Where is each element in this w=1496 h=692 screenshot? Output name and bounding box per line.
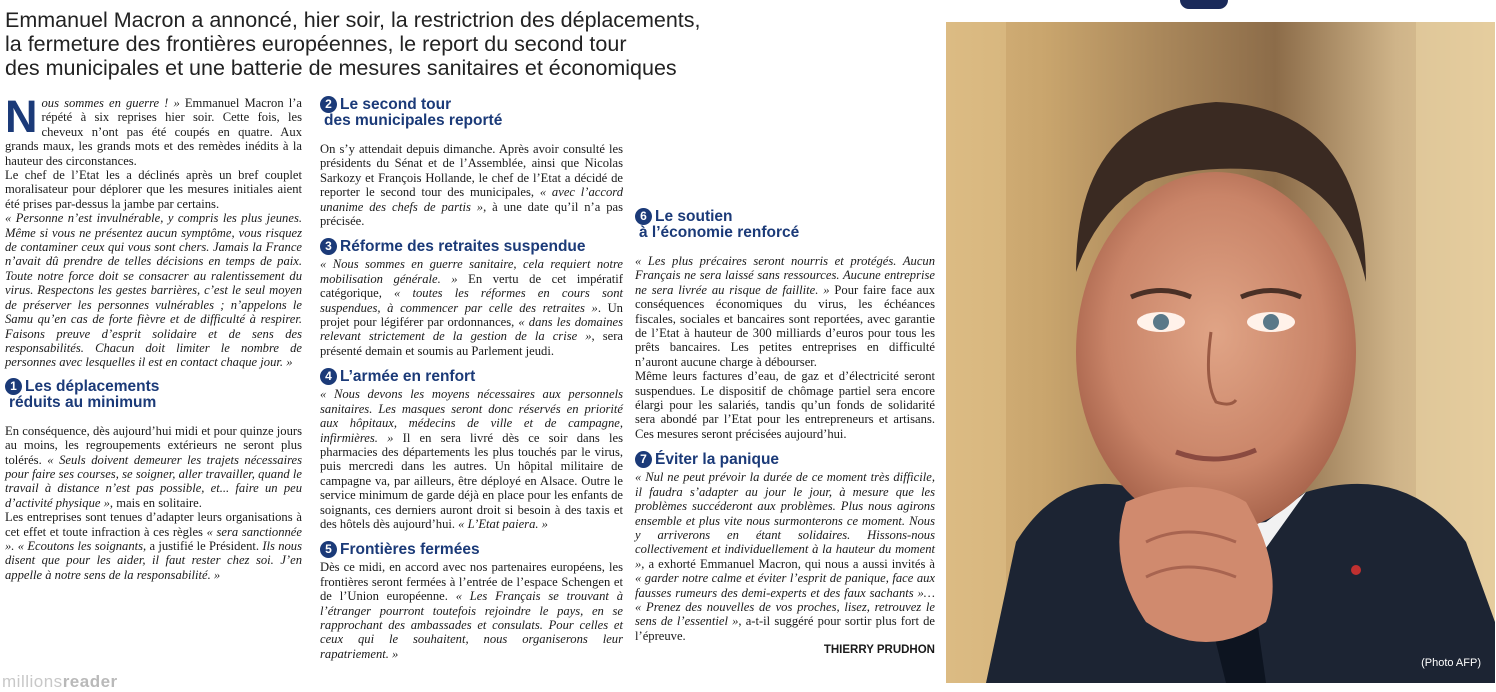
quote: « Nous sommes en guerre sanitaire, cela requiert notre mobilisation générale. » (320, 257, 623, 286)
portrait-illustration (946, 22, 1495, 683)
quote: « Seuls doivent demeurer les trajets nécessaires pour faire ses courses, se soigner, aller travailler, quand le travail à distance n’est pas possible, et... faire un peu d’activité physique » (5, 452, 302, 510)
section-number-icon: 1 (5, 378, 22, 395)
section-heading-4 (320, 368, 623, 385)
photo-macron (946, 22, 1495, 683)
quote: « Nous devons les moyens nécessaires aux personnels sanitaires. Les masques seront donc réservés en priorité aux hôpitaux, médecins de ville et de campagne, infirmières. » (320, 387, 623, 445)
quote: « Nul ne peut prévoir la durée de ce moment très difficile, il faudra s’adapter au jour le jour, à mesure que les problèmes succéderont aux problèmes. Plus nous agirons ensemble et plus vite nous surmonterons ce moment. Nous y arriverons en étant solidaires. Hissons-nous collectivement et individuellement à la hauteur du moment » (635, 470, 935, 571)
column-1 (5, 91, 302, 582)
quote: « sera sanctionnée ». « Ecoutons les soignants, (5, 524, 302, 553)
section-title: Les déplacements (25, 377, 160, 395)
quote: « avec l’accord unanime des chefs de partis » (320, 185, 623, 214)
watermark-text: millions (2, 672, 63, 691)
headline-line: Emmanuel Macron a annoncé, hier soir, la restrictrion des déplacements, (5, 8, 701, 32)
body-paragraph (320, 387, 623, 531)
section-title: Éviter la panique (655, 451, 780, 469)
headline-line: des municipales et une batterie de mesures sanitaires et économiques (5, 56, 677, 80)
intro-paragraph (5, 91, 302, 168)
section-number-icon: 4 (320, 368, 337, 385)
section-number-icon: 3 (320, 238, 337, 255)
section-number-icon: 7 (635, 451, 652, 468)
quote: « dans les domaines relevant strictement de la gestion de la crise » (320, 315, 624, 344)
headline-line: la fermeture des frontières européennes, le report du second tour (5, 32, 627, 56)
section-heading-6 (635, 208, 935, 240)
author-signature: THIERRY PRUDHON (823, 644, 935, 657)
headline (5, 8, 930, 80)
body-paragraph (320, 257, 623, 358)
section-number-icon: 6 (635, 208, 652, 225)
section-heading-7 (635, 451, 935, 468)
body-text: , a-t-il suggéré pour sortir plus fort de l’épreuve. (635, 614, 936, 643)
quote: « Les Français se trouvant à l’étranger pourront toutefois rejoindre le pays, en se rapprochant des ambassades et consulats. Pour celles et ceux qui le souhaitent, nous organiserons leur rapatriement. » (320, 589, 623, 661)
quote-paragraph (5, 211, 302, 369)
body-text: Pour faire face aux conséquences économiques du virus, les échéances fiscales, sociales et bancaires sont reportées, avec garantie de l’Etat à hauteur de 300 milliards d’euros pour tous les prêts bancaires. Les petites entreprises en difficulté n’auront aucune charge à débourser. (635, 282, 935, 369)
section-title: Le soutien (655, 208, 733, 225)
body-text: , sera présenté demain et soumis au Parlement jeudi. (320, 329, 623, 358)
body-text: En conséquence, dès aujourd’hui midi et pour quinze jours au moins, les regroupements extérieurs ne seront plus tolérés. (5, 423, 302, 467)
quote: « Personne n’est invulnérable, y compris les plus jeunes. Même si vous ne présentez aucun symptôme, vous risquez de contaminer ceux qui vous sont chers. Jamais la France n’avait dû prendre de telles décisions en temps de paix. Toute notre force doit se consacrer au ralentissement du virus. Respectons les gestes barrières, c’est le seul moyen de préserver les personnes vulnérables ; n’appelons le Samu qu’en cas de forte fièvre et de difficulté à respirer. Faisons preuve d’esprit solidaire et de sens des responsabilités. Chacun doit limiter le nombre de personnes avec lesquelles il est en contact chaque jour. » (5, 211, 302, 370)
photo-credit: (Photo AFP) (1421, 657, 1481, 669)
column-3 (635, 208, 935, 658)
section-title: à l’économie renforcé (639, 224, 800, 241)
body-paragraph: Le chef de l’Etat les a déclinés après un bref couplet moralisateur pour déplorer que les mesures initiales aient été prises par-dessus la jambe par certains. (5, 168, 302, 211)
section-title: L’armée en renfort (340, 368, 476, 386)
body-text: , mais en solitaire. (109, 495, 202, 510)
body-text: Il en sera livré dès ce soir dans les pharmacies des départements les plus touchés par le virus, puis mercredi dans les autres. Un hôpital militaire de campagne va, par ailleurs, être déployé en Alsace. Outre le service minimum de garde déjà en place pour les enfants de soignants, ces derniers auront droit si besoin à des taxis et des hôtels dès aujourd’hui. (320, 430, 623, 531)
body-paragraph (5, 424, 302, 510)
watermark-text: reader (62, 672, 118, 691)
body-paragraph (5, 510, 302, 582)
body-text: Les entreprises sont tenues d’adapter leurs organisations à cet effet et toute infraction à ces règles (5, 510, 302, 539)
body-text: Dès ce midi, en accord avec nos partenaires européens, les frontières seront fermées à l’entrée de l’espace Schengen et de l’Union européenne. (320, 560, 623, 604)
body-text: , à une date qu’il n’a pas précisée. (320, 199, 623, 229)
body-paragraph (320, 142, 623, 228)
column-2 (320, 96, 623, 661)
section-number-icon: 2 (320, 96, 337, 113)
body-text: a justifié le Président. (149, 538, 260, 553)
section-heading-3 (320, 238, 623, 255)
quote: Ils nous disent que pour les aider, il faut rester chez soi. J’en appelle à notre sens de la responsabilité. » (5, 538, 302, 582)
body-text: On s’y attendait depuis dimanche. Après avoir consulté les présidents du Sénat et de l’Assemblée, ainsi que Nicolas Sarkozy et François Hollande, le chef de l’Etat a décidé de reporter le second tour des municipales, (320, 142, 623, 200)
section-heading-5 (320, 541, 623, 558)
body-text: , a exhorté Emmanuel Macron, qui nous a aussi invités à (641, 556, 935, 571)
body-paragraph (635, 470, 935, 643)
drop-cap: N (5, 91, 38, 142)
watermark-logo (2, 672, 118, 692)
body-paragraph: Même leurs factures d’eau, de gaz et d’électricité seront suspendues. Le dispositif de chômage partiel sera encore élargi pour les salariés, tandis qu’un fonds de solidarité sera abondé par l’Etat pour les entrepreneurs et artisans. Ces mesures seront précisées aujourd’hui. (635, 369, 935, 441)
section-title: des municipales reporté (324, 112, 503, 129)
body-text: . Un projet pour légiférer par ordonnances, (320, 300, 623, 330)
section-title: Frontières fermées (340, 541, 480, 559)
quote: ous sommes en guerre ! » (41, 96, 180, 110)
quote: « toutes les réformes en cours sont suspendues, à commencer par celle des retraites » (320, 286, 623, 315)
body-paragraph (320, 560, 623, 661)
body-text: Emmanuel Macron l’a répété à six reprises hier soir. Cette fois, les cheveux n’ont pas été coupés en quatre. Aux grands maux, les grands mots et des remèdes inédits à la hauteur des circonstances. (5, 96, 302, 168)
section-heading-1 (5, 378, 302, 410)
section-title: Le second tour (340, 96, 452, 113)
masthead-fragment (1180, 0, 1228, 9)
section-number-icon: 5 (320, 541, 337, 558)
body-paragraph (635, 254, 935, 369)
body-text: En vertu de cet impératif catégorique, (320, 271, 623, 301)
section-title: réduits au minimum (9, 393, 157, 411)
section-heading-2 (320, 96, 623, 128)
section-title: Réforme des retraites suspendue (340, 238, 586, 256)
quote: « L’Etat paiera. » (458, 516, 548, 531)
quote: « Les plus précaires seront nourris et protégés. Aucun Français ne sera laissé sans ressources. Aucune entreprise ne sera livrée au risque de faillite. » (635, 254, 935, 297)
quote: « garder notre calme et éviter l’esprit de panique, face aux fausses rumeurs des demi-experts et des faux sachants »… « Prenez des nouvelles de vos proches, lisez, retrouvez le sens de l’essentiel » (635, 571, 935, 629)
